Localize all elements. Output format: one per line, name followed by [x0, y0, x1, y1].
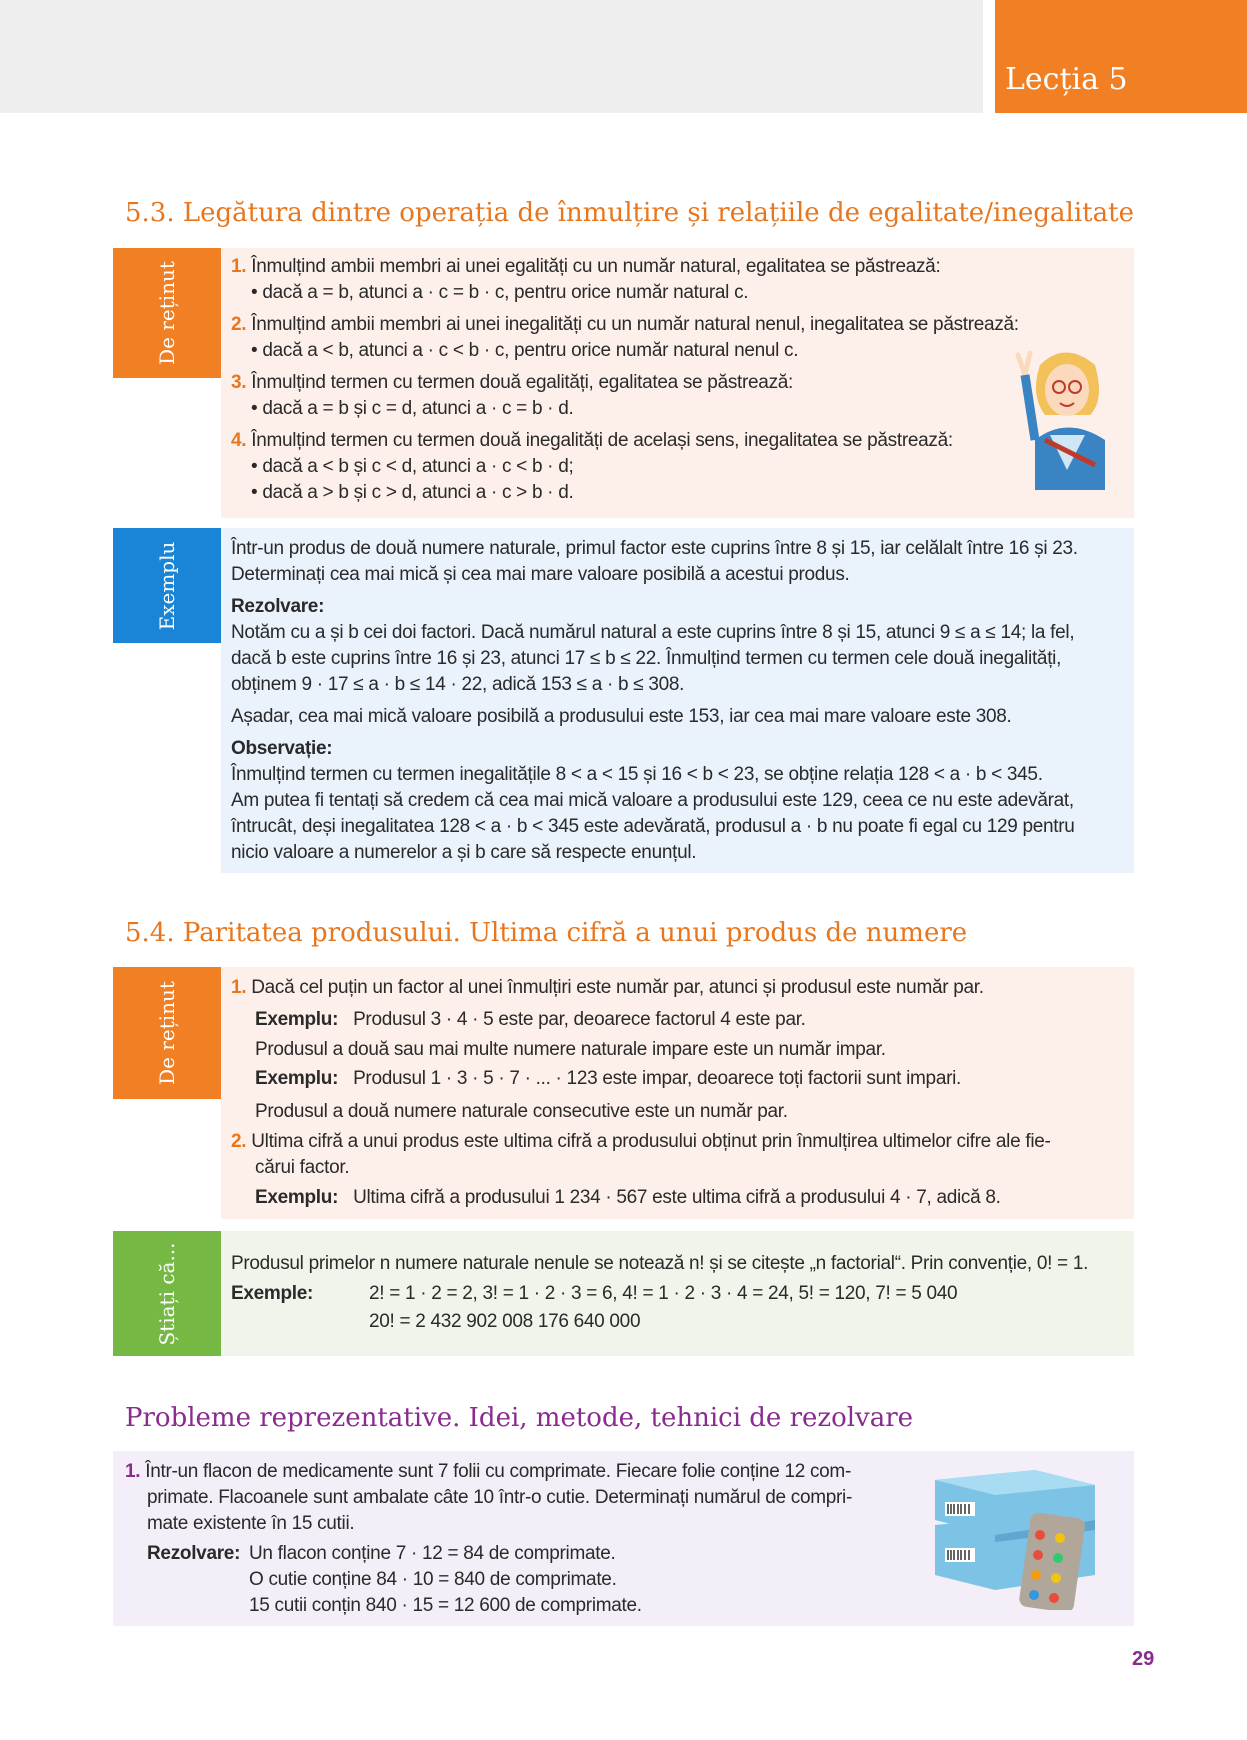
rule-2-bullet: • dacă a < b, atunci a · c < b · c, pentru orice număr natural nenul c.	[251, 340, 799, 361]
rule-3: 3. Înmulțind termen cu termen două egalități, egalitatea se păstrează:	[231, 372, 794, 393]
factorial-20: 20! = 2 432 902 008 176 640 000	[369, 1311, 641, 1332]
girl-illustration	[1010, 345, 1120, 490]
rule-4-bullet-b: • dacă a > b și c > d, atunci a · c > b · d.	[251, 482, 574, 503]
page-number: 29	[1132, 1648, 1155, 1670]
parity-example-2: Exemplu: Produsul 1 · 3 · 5 · 7 · ... · 123 este impar, deoarece toți factorii sunt impari.	[255, 1068, 962, 1089]
example-line: obținem 9 · 17 ≤ a · b ≤ 14 · 22, adică 153 ≤ a · b ≤ 308.	[231, 674, 685, 695]
factorial-definition: Produsul primelor n numere naturale nenule se notează n! și se citește „n factorial“. Prin convenție, 0! = 1.	[231, 1253, 1089, 1274]
header-band	[0, 0, 983, 113]
rule-1: 1. Înmulțind ambii membri ai unei egalități cu un număr natural, egalitatea se păstrează:	[231, 256, 941, 277]
exemple-label: Exemple:	[231, 1283, 314, 1304]
rule-4: 4. Înmulțind termen cu termen două inegalități de același sens, inegalitatea se păstrează:	[231, 430, 953, 451]
de-retinut-box-2	[221, 967, 1134, 1219]
section-5-3-title: 5.3. Legătura dintre operația de înmulțire și relațiile de egalitate/inegalitate	[125, 198, 1134, 228]
exemplu-box	[221, 528, 1134, 873]
last-digit-rule-cont: cărui factor.	[255, 1157, 350, 1178]
parity-rule-1: 1. Dacă cel puțin un factor al unei înmulțiri este număr par, atunci și produsul este număr par.	[231, 977, 984, 998]
rule-1-bullet: • dacă a = b, atunci a · c = b · c, pentru orice număr natural c.	[251, 282, 749, 303]
parity-example-1: Exemplu: Produsul 3 · 4 · 5 este par, deoarece factorul 4 este par.	[255, 1009, 806, 1030]
rule-4-bullet-a: • dacă a < b și c < d, atunci a · c < b · d;	[251, 456, 574, 477]
parity-rule-consecutive: Produsul a două numere naturale consecutive este un număr par.	[255, 1101, 788, 1122]
example-line: nicio valoare a numerelor a și b care să respecte enunțul.	[231, 842, 697, 863]
medicine-boxes-illustration	[925, 1460, 1115, 1610]
stiati-ca-tab: Știați că...	[113, 1231, 221, 1356]
exemplu-tab: Exemplu	[113, 528, 221, 643]
example-line: Am putea fi tentați să credem că cea mai mică valoare a produsului este 129, ceea ce nu este adevărat,	[231, 790, 1074, 811]
de-retinut-tab: De reținut	[113, 248, 221, 378]
example-line: Într-un produs de două numere naturale, primul factor este cuprins între 8 și 15, iar celălalt între 16 și 23.	[231, 538, 1078, 559]
observatie-label: Observație:	[231, 738, 333, 759]
lesson-tab	[995, 0, 1247, 113]
example-line: întrucât, deși inegalitatea 128 < a · b < 345 este adevărată, produsul a · b nu poate fi egal cu 129 pentru	[231, 816, 1075, 837]
solution-line-1: Un flacon conține 7 · 12 = 84 de comprimate.	[249, 1543, 616, 1564]
rule-3-bullet: • dacă a = b și c = d, atunci a · c = b · d.	[251, 398, 574, 419]
problem-line-1: 1. Într-un flacon de medicamente sunt 7 folii cu comprimate. Fiecare folie conține 12 com-	[125, 1461, 851, 1482]
example-line: Așadar, cea mai mică valoare posibilă a produsului este 153, iar cea mai mare valoare este 308.	[231, 706, 1012, 727]
solution-line-3: 15 cutii conțin 840 · 15 = 12 600 de comprimate.	[249, 1595, 642, 1616]
stiati-ca-box	[221, 1231, 1134, 1356]
solution-line-2: O cutie conține 84 · 10 = 840 de comprimate.	[249, 1569, 617, 1590]
parity-rule-odd: Produsul a două sau mai multe numere naturale impare este un număr impar.	[255, 1039, 886, 1060]
rezolvare-label: Rezolvare:	[147, 1543, 241, 1564]
last-digit-rule: 2. Ultima cifră a unui produs este ultima cifră a produsului obținut prin înmulțirea ultimelor cifre ale fie-	[231, 1131, 1051, 1152]
rezolvare-label: Rezolvare:	[231, 596, 325, 617]
problem-line-2: primate. Flacoanele sunt ambalate câte 10 într-o cutie. Determinați numărul de compri-	[147, 1487, 852, 1508]
example-line: Determinați cea mai mică și cea mai mare valoare posibilă a acestui produs.	[231, 564, 850, 585]
problems-title: Probleme reprezentative. Idei, metode, tehnici de rezolvare	[125, 1403, 914, 1433]
example-line: Notăm cu a și b cei doi factori. Dacă numărul natural a este cuprins între 8 și 15, atunci 9 ≤ a ≤ 14; la fel,	[231, 622, 1075, 643]
problem-line-3: mate existente în 15 cutii.	[147, 1513, 355, 1534]
de-retinut-tab-2: De reținut	[113, 967, 221, 1099]
rule-2: 2. Înmulțind ambii membri ai unei inegalități cu un număr natural nenul, inegalitatea se păstrează:	[231, 314, 1019, 335]
section-5-4-title: 5.4. Paritatea produsului. Ultima cifră a unui produs de numere	[125, 918, 968, 948]
example-line: dacă b este cuprins între 16 și 23, atunci 17 ≤ b ≤ 22. Înmulțind termen cu termen cele două inegalități,	[231, 648, 1062, 669]
lesson-label: Lecția 5	[1005, 62, 1128, 97]
factorial-examples: 2! = 1 · 2 = 2, 3! = 1 · 2 · 3 = 6, 4! = 1 · 2 · 3 · 4 = 24, 5! = 120, 7! = 5 040	[369, 1283, 958, 1304]
example-line: Înmulțind termen cu termen inegalitățile 8 < a < 15 și 16 < b < 23, se obține relația 128 < a · b < 345.	[231, 764, 1043, 785]
de-retinut-box	[221, 248, 1134, 518]
last-digit-example: Exemplu: Ultima cifră a produsului 1 234 · 567 este ultima cifră a produsului 4 · 7, adică 8.	[255, 1187, 1001, 1208]
